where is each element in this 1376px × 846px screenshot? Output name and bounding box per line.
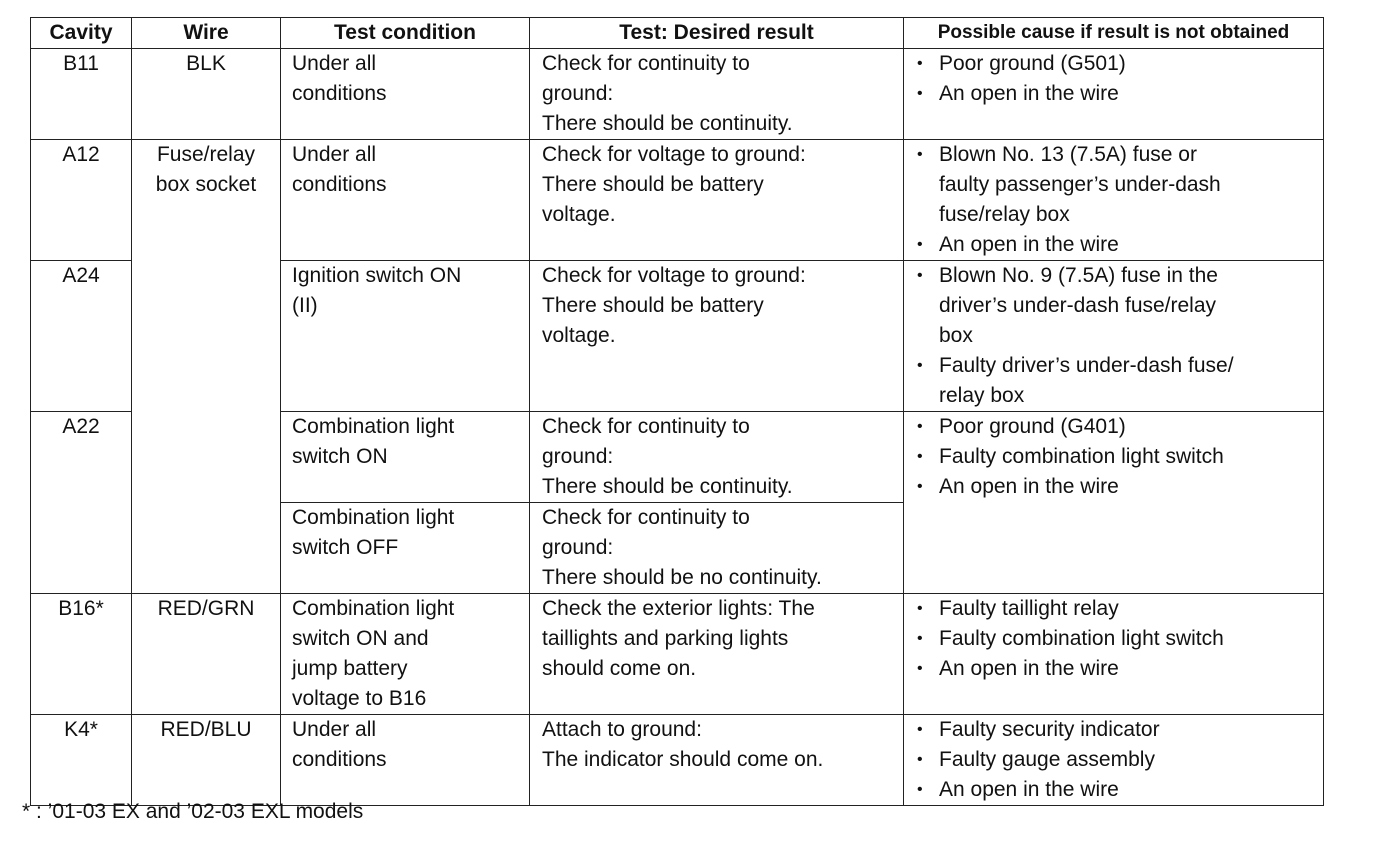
cause-line: faulty passenger’s under-dash — [939, 173, 1221, 196]
result-line: Check for continuity to — [542, 506, 750, 529]
cause-item: • An open in the wire — [913, 654, 1323, 684]
header-wire: Wire — [132, 18, 281, 49]
condition-cell — [281, 594, 530, 715]
result-cell — [530, 140, 904, 261]
cause-line: • Blown No. 13 (7.5A) fuse or — [939, 143, 1197, 166]
cause-item: • Faulty gauge assembly — [913, 745, 1323, 775]
cause-item: • Poor ground (G401) — [913, 412, 1323, 442]
cause-item: • An open in the wire — [913, 230, 1323, 260]
cause-item: • Faulty security indicator — [913, 715, 1323, 745]
result-cell — [530, 49, 904, 140]
wire-cell: RED/BLU — [132, 715, 281, 806]
result-cell — [530, 715, 904, 806]
cause-cell — [904, 140, 1324, 261]
cause-item: • An open in the wire — [913, 79, 1323, 109]
result-line: Check for continuity to — [542, 52, 750, 75]
cause-cell — [904, 412, 1324, 594]
cause-line: driver’s under-dash fuse/relay — [939, 294, 1217, 317]
cause-item: • Faulty combination light switch — [913, 624, 1323, 654]
result-line: There should be battery — [542, 294, 764, 317]
condition-line: Under all — [292, 52, 377, 75]
condition-line: Combination light — [292, 415, 455, 438]
condition-line: conditions — [292, 748, 387, 771]
result-line: taillights and parking lights — [542, 627, 789, 650]
wire-cell — [132, 140, 281, 594]
cause-line: • Blown No. 9 (7.5A) fuse in the — [939, 264, 1218, 287]
cause-item — [913, 351, 1323, 411]
result-line: Check for voltage to ground: — [542, 143, 806, 166]
table-header-row — [31, 18, 1324, 49]
result-line: There should be battery — [542, 173, 764, 196]
cause-cell — [904, 715, 1324, 806]
cause-item: • Faulty taillight relay — [913, 594, 1323, 624]
condition-cell — [281, 49, 530, 140]
cause-line: relay box — [939, 384, 1025, 407]
header-possible-cause: Possible cause if result is not obtained — [904, 18, 1324, 49]
cause-item — [913, 261, 1323, 351]
result-line: Check the exterior lights: The — [542, 597, 815, 620]
condition-line: switch ON — [292, 445, 388, 468]
result-line: There should be no continuity. — [542, 566, 822, 589]
connector-test-table — [30, 17, 1324, 806]
result-cell — [530, 261, 904, 412]
condition-line: Under all — [292, 718, 377, 741]
result-line: ground: — [542, 445, 614, 468]
condition-line: Ignition switch ON — [292, 264, 462, 287]
condition-line: voltage to B16 — [292, 687, 427, 710]
result-line: Attach to ground: — [542, 718, 702, 741]
result-line: The indicator should come on. — [542, 748, 824, 771]
result-cell — [530, 412, 904, 503]
footnote: * : ’01-03 EX and ’02-03 EXL models — [22, 800, 364, 823]
cavity-cell: B16* — [31, 594, 132, 715]
condition-line: Combination light — [292, 506, 455, 529]
cavity-cell: A12 — [31, 140, 132, 261]
wire-cell: RED/GRN — [132, 594, 281, 715]
result-line: ground: — [542, 536, 614, 559]
wire-cell: BLK — [132, 49, 281, 140]
condition-cell — [281, 261, 530, 412]
condition-line: Combination light — [292, 597, 455, 620]
table-row — [31, 140, 1324, 261]
header-desired-result: Test: Desired result — [530, 18, 904, 49]
condition-cell — [281, 715, 530, 806]
condition-cell — [281, 412, 530, 503]
cause-line: fuse/relay box — [939, 203, 1070, 226]
cause-line: • Faulty driver’s under-dash fuse/ — [939, 354, 1234, 377]
condition-line: conditions — [292, 82, 387, 105]
cause-item: • An open in the wire — [913, 775, 1323, 805]
result-line: Check for continuity to — [542, 415, 750, 438]
condition-line: Under all — [292, 143, 377, 166]
header-test-condition: Test condition — [281, 18, 530, 49]
cavity-cell: K4* — [31, 715, 132, 806]
condition-cell — [281, 503, 530, 594]
table-row — [31, 49, 1324, 140]
condition-line: jump battery — [292, 657, 408, 680]
condition-line: switch OFF — [292, 536, 399, 559]
result-cell — [530, 594, 904, 715]
result-line: ground: — [542, 82, 614, 105]
table-row — [31, 594, 1324, 715]
result-cell — [530, 503, 904, 594]
result-line: Check for voltage to ground: — [542, 264, 806, 287]
table-row — [31, 715, 1324, 806]
header-cavity: Cavity — [31, 18, 132, 49]
cause-item: • Faulty combination light switch — [913, 442, 1323, 472]
condition-line: (II) — [292, 294, 318, 317]
cause-item: • Poor ground (G501) — [913, 49, 1323, 79]
result-line: There should be continuity. — [542, 112, 793, 135]
cavity-cell: A22 — [31, 412, 132, 594]
cause-item — [913, 140, 1323, 230]
cause-cell — [904, 261, 1324, 412]
condition-cell — [281, 140, 530, 261]
wire-line: Fuse/relay — [156, 143, 256, 166]
cavity-cell: B11 — [31, 49, 132, 140]
cause-item: • An open in the wire — [913, 472, 1323, 502]
result-line: There should be continuity. — [542, 475, 793, 498]
result-line: voltage. — [542, 203, 616, 226]
cause-line: box — [939, 324, 973, 347]
result-line: voltage. — [542, 324, 616, 347]
condition-line: switch ON and — [292, 627, 429, 650]
connector-test-table-page — [30, 17, 1323, 806]
cause-cell — [904, 49, 1324, 140]
result-line: should come on. — [542, 657, 697, 680]
cause-cell — [904, 594, 1324, 715]
condition-line: conditions — [292, 173, 387, 196]
wire-line: box socket — [155, 173, 257, 196]
cavity-cell: A24 — [31, 261, 132, 412]
